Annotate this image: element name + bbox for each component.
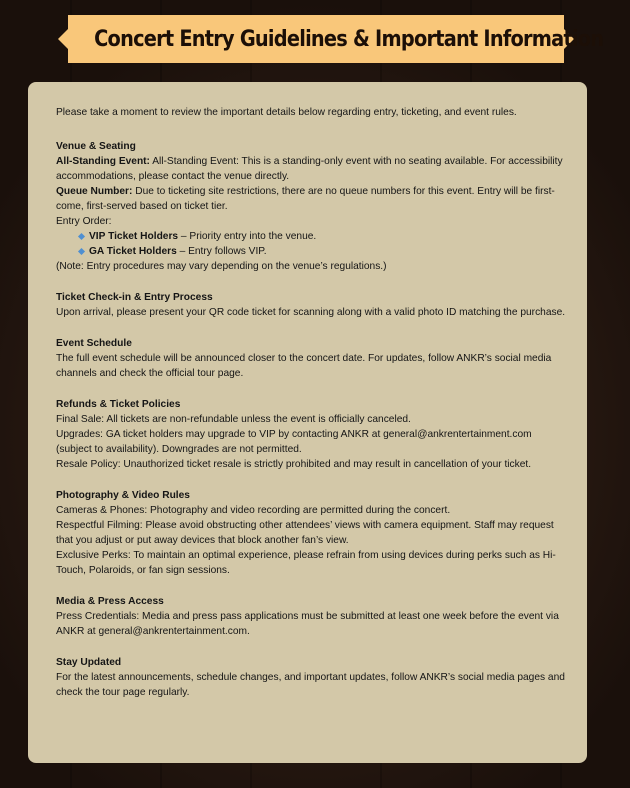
queue-text: Due to ticketing site restrictions, there are no queue numbers for this event. Entry will be first-come, first-served based on ticket tier. bbox=[56, 186, 555, 212]
intro-text: Please take a moment to review the important details below regarding entry, ticketing, and event rules. bbox=[56, 107, 517, 118]
section-text: The full event schedule will be announced closer to the concert date. For updates, follow ANKR’s social media channels and check the official tour page. bbox=[56, 353, 552, 379]
list-item bbox=[56, 229, 567, 244]
section-heading: Venue & Seating bbox=[56, 141, 136, 152]
section-heading: Media & Press Access bbox=[56, 596, 164, 607]
section-text: Press Credentials: Media and press pass applications must be submitted at least one week before the event via ANKR at general@ankrentertainment.com. bbox=[56, 611, 559, 637]
section-event-schedule bbox=[56, 336, 567, 381]
filming-text: Respectful Filming: Please avoid obstructing other attendees’ views with camera equipment. Staff may request that you adjust or put away devices that block another fan’s view. bbox=[56, 520, 554, 546]
standing-text: All-Standing Event: This is a standing-only event with no seating available. For accessibility accommodations, please contact the venue directly. bbox=[56, 156, 563, 182]
queue-paragraph bbox=[56, 184, 567, 214]
section-photography bbox=[56, 488, 567, 578]
section-refunds bbox=[56, 397, 567, 472]
venue-note: (Note: Entry procedures may vary depending on the venue’s regulations.) bbox=[56, 261, 387, 272]
section-heading: Event Schedule bbox=[56, 338, 132, 349]
section-text: For the latest announcements, schedule changes, and important updates, follow ANKR’s social media pages and check the tour page regularly. bbox=[56, 672, 565, 698]
standing-paragraph bbox=[56, 154, 567, 184]
section-heading: Photography & Video Rules bbox=[56, 490, 190, 501]
ga-label: GA Ticket Holders bbox=[89, 246, 177, 257]
vip-text: – Priority entry into the venue. bbox=[178, 231, 317, 242]
upgrades-text: Upgrades: GA ticket holders may upgrade to VIP by contacting ANKR at general@ankrentertainment.com (subject to availability). Downgrades are not permitted. bbox=[56, 429, 532, 455]
cameras-text: Cameras & Phones: Photography and video recording are permitted during the concert. bbox=[56, 505, 451, 516]
section-heading: Stay Updated bbox=[56, 657, 122, 668]
standing-label: All-Standing Event: bbox=[56, 156, 150, 167]
section-checkin bbox=[56, 290, 567, 320]
perks-text: Exclusive Perks: To maintain an optimal experience, please refrain from using devices during perks such as Hi-Touch, Polaroids, or fan sign sessions. bbox=[56, 550, 556, 576]
resale-text: Resale Policy: Unauthorized ticket resale is strictly prohibited and may result in cancellation of your ticket. bbox=[56, 459, 532, 470]
section-heading: Ticket Check-in & Entry Process bbox=[56, 292, 213, 303]
section-venue-seating bbox=[56, 139, 567, 274]
entry-order-label: Entry Order: bbox=[56, 216, 112, 227]
section-stay-updated bbox=[56, 655, 567, 700]
vip-label: VIP Ticket Holders bbox=[89, 231, 179, 242]
section-heading: Refunds & Ticket Policies bbox=[56, 399, 181, 410]
final-sale-text: Final Sale: All tickets are non-refundable unless the event is officially canceled. bbox=[56, 414, 411, 425]
title-banner bbox=[58, 15, 604, 63]
content-panel bbox=[28, 82, 587, 763]
queue-label: Queue Number: bbox=[56, 186, 133, 197]
page-title: Concert Entry Guidelines & Important Information bbox=[94, 26, 604, 52]
section-media-press bbox=[56, 594, 567, 639]
section-text: Upon arrival, please present your QR code ticket for scanning along with a valid photo ID matching the purchase. bbox=[56, 307, 566, 318]
ga-text: – Entry follows VIP. bbox=[176, 246, 267, 257]
list-item bbox=[56, 244, 567, 259]
